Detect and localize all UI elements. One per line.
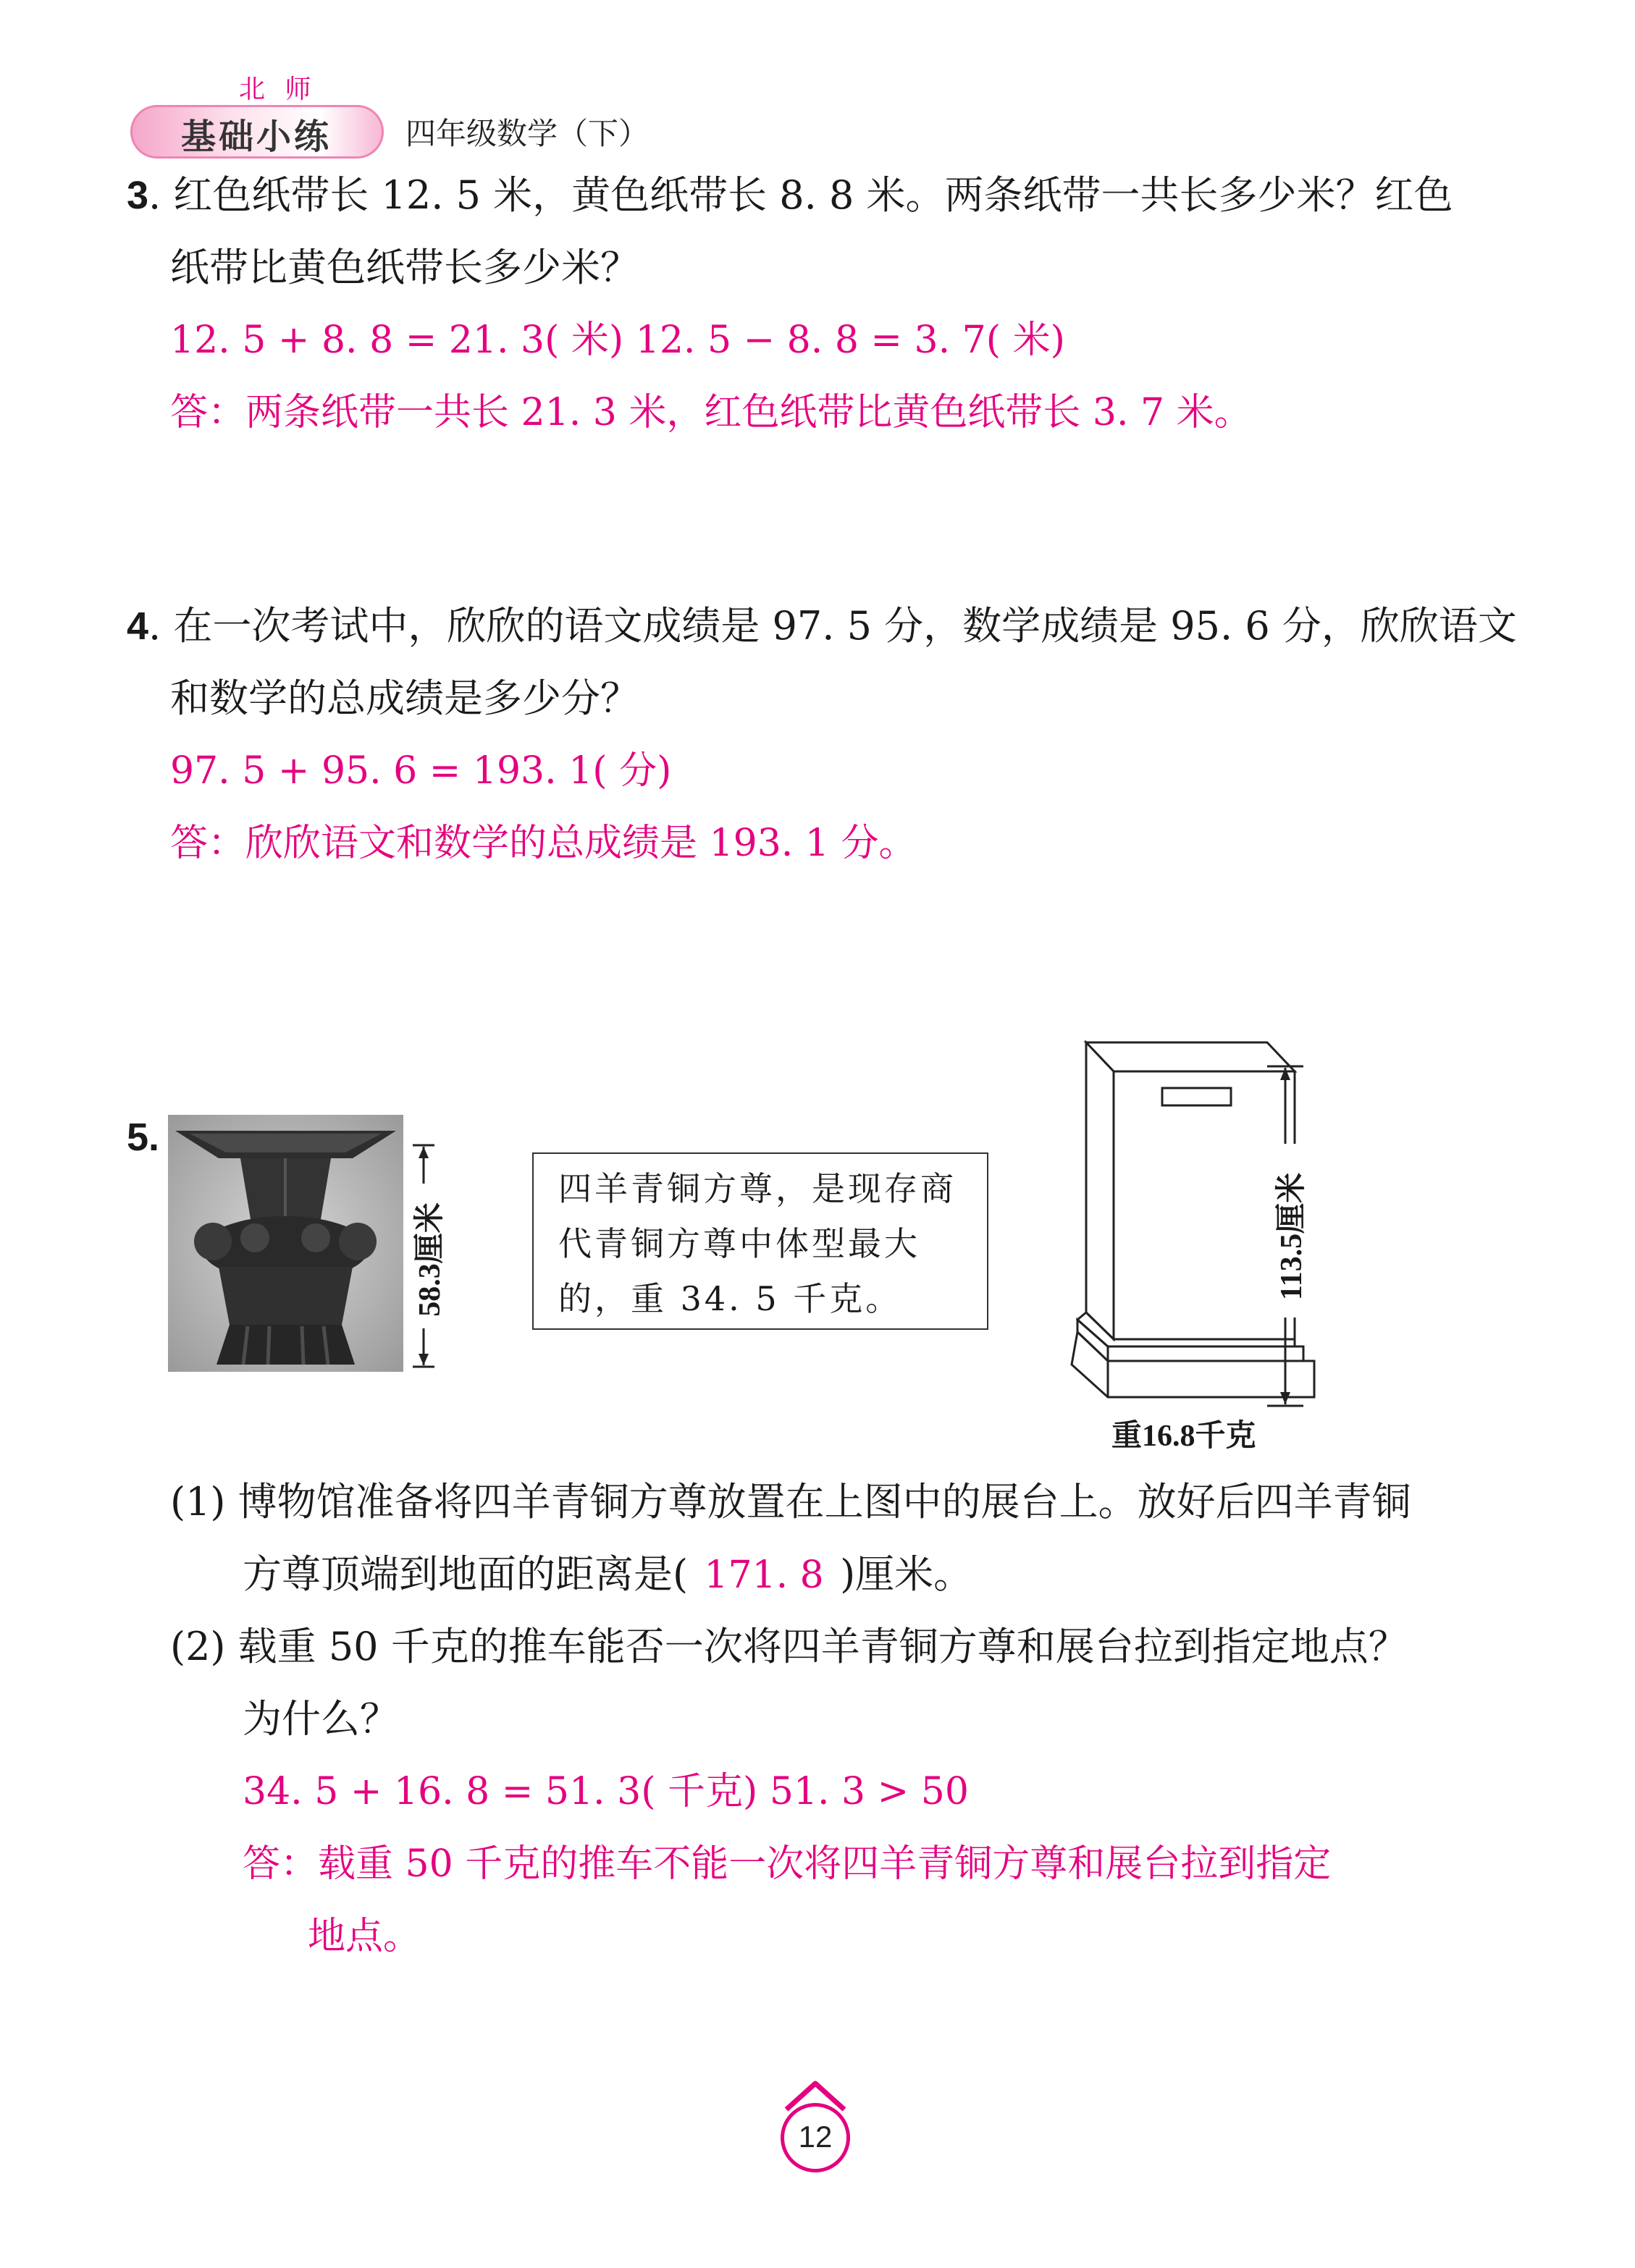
q4-answer: 答：欣欣语文和数学的总成绩是 193. 1 分。: [170, 822, 917, 865]
q4-calculation: 97. 5 + 95. 6 = 193. 1( 分): [170, 749, 672, 793]
q5-number: 5.: [127, 1116, 160, 1159]
vessel-height-label: 58.3厘米: [413, 1202, 447, 1317]
q5-part1-answer: 171. 8: [704, 1554, 824, 1597]
q4-line2: 和数学的总成绩是多少分？: [170, 675, 639, 721]
q3-line1: 3. 红色纸带长 12. 5 米，黄色纸带长 8. 8 米。两条纸带一共长多少米？红色: [127, 172, 1453, 218]
brand-top-text: 北 师: [239, 75, 317, 104]
brand-title: 基础小练: [181, 117, 332, 157]
bronze-zun-photo: [168, 1115, 403, 1372]
q3-answer: 答：两条纸带一共长 21. 3 米，红色纸带比黄色纸带长 3. 7 米。: [170, 391, 1252, 434]
info-box: [532, 1152, 988, 1330]
q3-line2: 纸带比黄色纸带长多少米？: [170, 245, 639, 290]
info-line: 的，重 34. 5 千克。: [558, 1279, 902, 1318]
stand-weight-label: 重16.8千克: [1111, 1420, 1256, 1453]
page-number: 12: [781, 2103, 850, 2172]
q5-part2-line1: (2) 载重 50 千克的推车能否一次将四羊青铜方尊和展台拉到指定地点？: [170, 1624, 1408, 1669]
q4-number: 4: [127, 604, 149, 648]
q5-part1-line1: (1) 博物馆准备将四羊青铜方尊放置在上图中的展台上。放好后四羊青铜: [170, 1479, 1411, 1525]
q5-part2-calculation: 34. 5 + 16. 8 = 51. 3( 千克) 51. 3 > 50: [243, 1770, 969, 1813]
q5-part2-answer-line1: 答：载重 50 千克的推车不能一次将四羊青铜方尊和展台拉到指定: [243, 1842, 1332, 1886]
q5-part1-line2: 方尊顶端到地面的距离是( 171. 8 )厘米。: [243, 1538, 972, 1611]
q3-calculation: 12. 5 + 8. 8 = 21. 3( 米) 12. 5 − 8. 8 = 3. 7( 米): [170, 319, 1065, 362]
grade-subject: 四年级数学（下）: [405, 116, 650, 151]
info-line: 代青铜方尊中体型最大: [558, 1224, 920, 1263]
q3-number: 3: [127, 174, 149, 217]
q4-line1: 4. 在一次考试中，欣欣的语文成绩是 97. 5 分，数学成绩是 95. 6 分，欣欣语文: [127, 603, 1517, 649]
q5-part2-answer-line2: 地点。: [308, 1915, 421, 1958]
q5-part2-line2: 为什么？: [243, 1696, 399, 1742]
stand-height-label: 113.5厘米: [1275, 1172, 1308, 1301]
info-line: 四羊青铜方尊，是现存商: [558, 1169, 957, 1208]
